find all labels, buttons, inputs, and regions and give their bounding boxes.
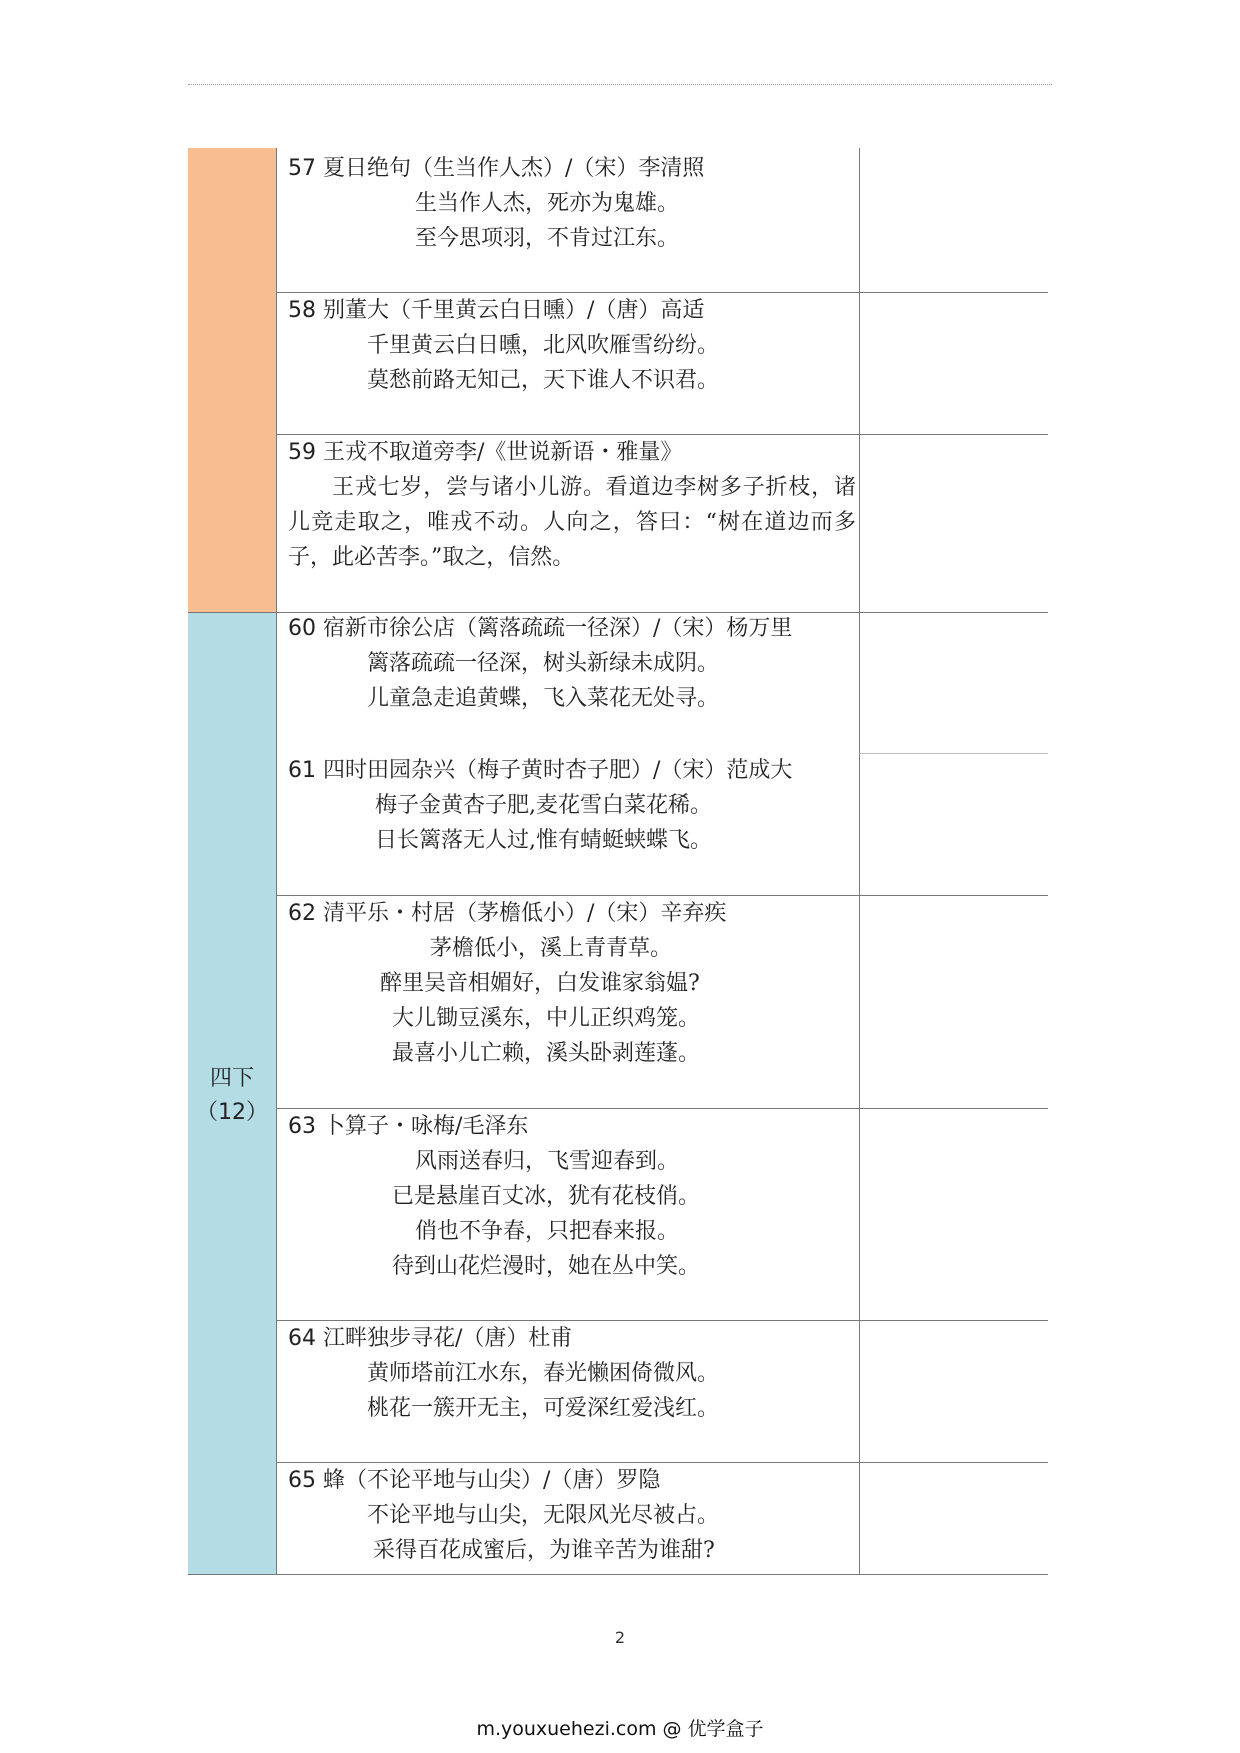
poem-title: 58 别董大（千里黄云白日曛）/（唐）高适 <box>288 298 705 323</box>
poem-title: 64 江畔独步寻花/（唐）杜甫 <box>288 1326 573 1351</box>
top-dotted-rule <box>188 84 1052 85</box>
poem-line: 已是悬崖百丈冰，犹有花枝俏。 <box>392 1184 701 1209</box>
poem-line: 醉里吴音相媚好，白发谁家翁媪? <box>380 971 700 996</box>
grade-count: （12） <box>196 1100 268 1125</box>
poem-line: 茅檐低小，溪上青青草。 <box>430 936 673 961</box>
poem-line: 至今思项羽，不肯过江东。 <box>415 226 680 251</box>
poem-line: 桃花一簇开无主，可爱深红爱浅红。 <box>367 1396 720 1421</box>
poem-line: 风雨送春归，飞雪迎春到。 <box>415 1149 680 1174</box>
poem-title: 59 王戎不取道旁李/《世说新语・雅量》 <box>288 440 683 465</box>
grade-band-previous <box>188 148 276 613</box>
poem-title: 65 蜂（不论平地与山尖）/（唐）罗隐 <box>288 1468 661 1493</box>
poem-number: 60 <box>288 616 316 641</box>
poem-line: 不论平地与山尖，无限风光尽被占。 <box>367 1503 720 1528</box>
row-divider <box>276 1462 1048 1463</box>
poem-61 <box>288 754 856 858</box>
row-divider <box>276 1108 1048 1109</box>
poem-line: 生当作人杰，死亦为鬼雄。 <box>415 191 680 216</box>
poem-number: 65 <box>288 1468 316 1493</box>
poem-64 <box>288 1322 856 1426</box>
poem-number: 62 <box>288 901 316 926</box>
poem-title: 61 四时田园杂兴（梅子黄时杏子肥）/（宋）范成大 <box>288 758 793 783</box>
grade-name: 四下 <box>209 1066 254 1091</box>
poem-57 <box>288 152 856 256</box>
row-divider <box>276 1320 1048 1321</box>
poem-line: 梅子金黄杏子肥,麦花雪白菜花稀。 <box>375 793 712 818</box>
grade-label <box>188 1062 276 1130</box>
poem-number: 57 <box>288 156 316 181</box>
poem-line: 待到山花烂漫时，她在丛中笑。 <box>392 1254 701 1279</box>
poem-62 <box>288 897 856 1071</box>
prose-text: 王戎七岁，尝与诸小儿游。看道边李树多子折枝，诸儿竞走取之，唯戎不动。人向之，答曰：“树在道边而多子，此必苦李。”取之，信然。 <box>288 475 856 570</box>
poem-65 <box>288 1464 856 1568</box>
poem-line: 篱落疏疏一径深，树头新绿未成阴。 <box>367 651 720 676</box>
poem-title: 62 清平乐・村居（茅檐低小）/（宋）辛弃疾 <box>288 901 727 926</box>
row-divider <box>276 895 1048 896</box>
poem-line: 千里黄云白日曛，北风吹雁雪纷纷。 <box>367 333 720 358</box>
poem-title: 60 宿新市徐公店（篱落疏疏一径深）/（宋）杨万里 <box>288 616 793 641</box>
poem-number: 63 <box>288 1114 316 1139</box>
poem-number: 61 <box>288 758 316 783</box>
poem-59 <box>288 436 856 575</box>
poem-number: 64 <box>288 1326 316 1351</box>
poem-line: 莫愁前路无知己，天下谁人不识君。 <box>367 368 720 393</box>
row-divider <box>859 753 1048 754</box>
row-divider <box>276 292 1048 293</box>
poem-line: 最喜小儿亡赖，溪头卧剥莲蓬。 <box>392 1041 701 1066</box>
poem-line: 俏也不争春，只把春来报。 <box>415 1219 680 1244</box>
page-number: 2 <box>614 1628 626 1647</box>
poem-60 <box>288 612 856 716</box>
poem-title: 63 卜算子・咏梅/毛泽东 <box>288 1114 529 1139</box>
poem-line: 黄师塔前江水东，春光懒困倚微风。 <box>367 1361 720 1386</box>
poem-63 <box>288 1110 856 1284</box>
footer-watermark-text: m.youxuehezi.com @ 优学盒子 <box>476 1718 764 1740</box>
poem-number: 59 <box>288 440 316 465</box>
poem-number: 58 <box>288 298 316 323</box>
poem-line: 儿童急走追黄蝶，飞入菜花无处寻。 <box>367 686 720 711</box>
poem-line: 日长篱落无人过,惟有蜻蜓蛱蝶飞。 <box>375 828 712 853</box>
poem-line: 大儿锄豆溪东，中儿正织鸡笼。 <box>392 1006 701 1031</box>
poem-line: 采得百花成蜜后，为谁辛苦为谁甜? <box>373 1538 715 1563</box>
table-border-right-column <box>859 148 860 1575</box>
row-divider <box>276 434 1048 435</box>
table-border-left-column <box>276 148 277 1575</box>
poem-58 <box>288 294 856 398</box>
poem-title: 57 夏日绝句（生当作人杰）/（宋）李清照 <box>288 156 705 181</box>
table-bottom-border <box>188 1574 1048 1575</box>
